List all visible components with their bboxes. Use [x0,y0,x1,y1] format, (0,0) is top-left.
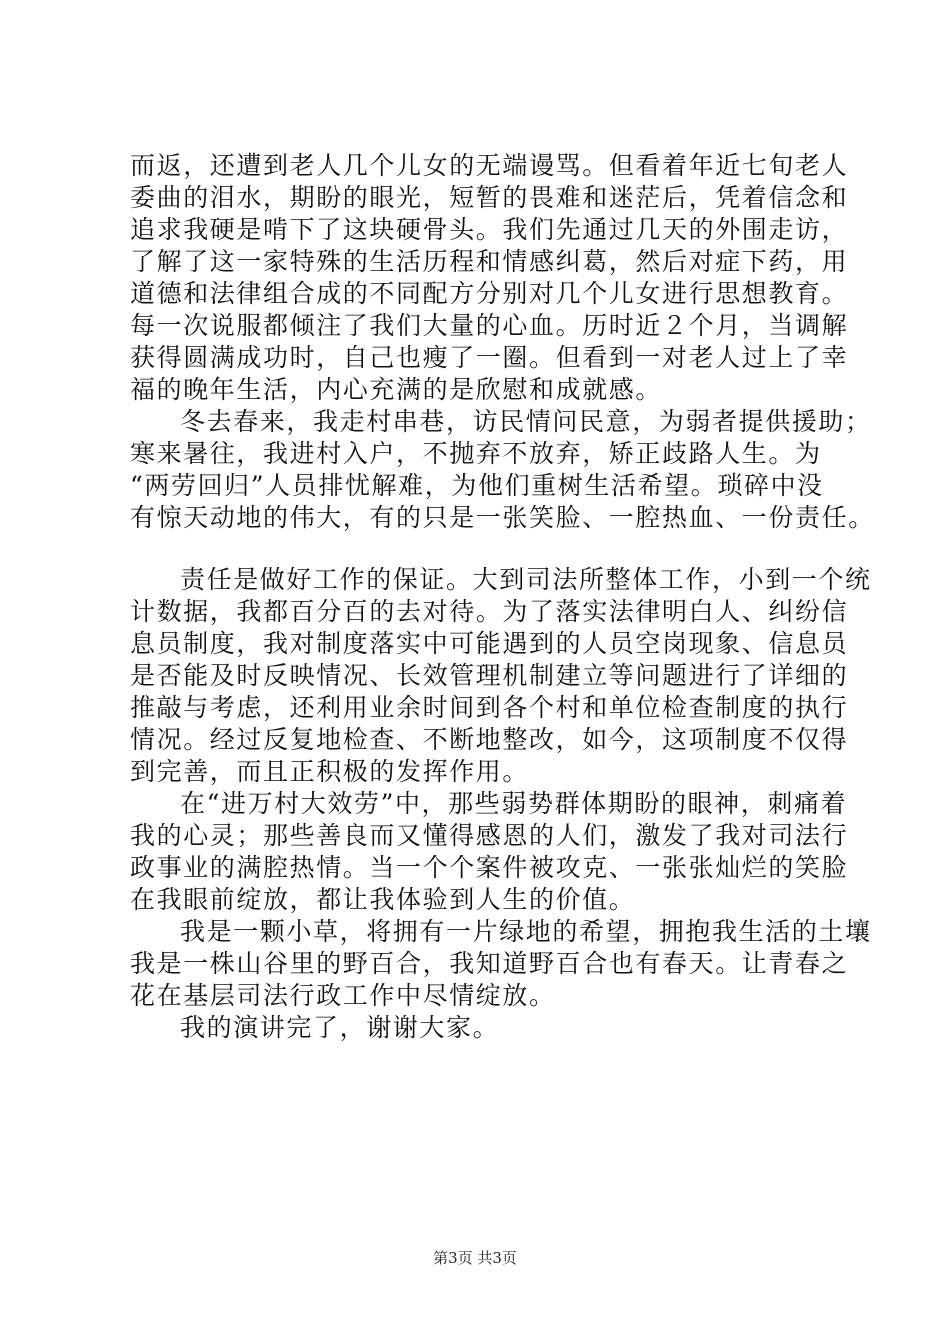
paragraph [130,1012,850,1044]
paragraph [130,150,850,406]
text-line: 而返，还遭到老人几个儿女的无端谩骂。但看着年近七旬老人 [130,151,849,180]
text-line: 我是一株山谷里的野百合，我知道野百合也有春天。让青春之 [130,949,849,978]
text-line: 推敲与考虑，还利用业余时间到各个村和单位检查制度的执行 [130,693,849,722]
text-line: 是否能及时反映情况、长效管理机制建立等问题进行了详细的 [130,661,849,690]
text-line: 有惊天动地的伟大，有的只是一张笑脸、一腔热血、一份责任。 [130,503,875,532]
text-line: 责任是做好工作的保证。大到司法所整体工作，小到一个统 [180,565,872,594]
page-footer: 第3页 共3页 [433,1249,517,1267]
paragraph [130,564,872,788]
text-line: 我的演讲完了，谢谢大家。 [180,1013,500,1042]
text-line: 花在基层司法行政工作中尽情绽放。 [130,981,556,1010]
text-line: 情况。经过反复地检查、不断地整改，如今，这项制度不仅得 [130,725,849,754]
text-line: 道德和法律组合成的不同配方分别对几个儿女进行思想教育。 [130,279,849,308]
text-line: 我是一颗小草，将拥有一片绿地的希望，拥抱我生活的土壤 [180,917,872,946]
text-line: 追求我硬是啃下了这块硬骨头。我们先通过几天的外围走访， [130,215,849,244]
text-line: 在“进万村大效劳”中，那些弱势群体期盼的眼神，刺痛着 [180,789,848,818]
text-line: 冬去春来，我走村串巷，访民情问民意，为弱者提供援助； [180,407,872,436]
text-line: 了解了这一家特殊的生活历程和情感纠葛，然后对症下药，用 [130,247,849,276]
text-line: 息员制度，我对制度落实中可能遇到的人员空岗现象、信息员 [130,629,849,658]
text-line: 福的晚年生活，内心充满的是欣慰和成就感。 [130,375,663,404]
text-line: 每一次说服都倾注了我们大量的心血。历时近２个月，当调解 [130,311,849,340]
text-line: 在我眼前绽放，都让我体验到人生的价值。 [130,885,636,914]
paragraph [130,788,850,916]
paragraph [130,406,875,534]
text-line: 获得圆满成功时，自己也瘦了一圈。但看到一对老人过上了幸 [130,343,849,372]
document-body [130,150,875,1044]
paragraph-gap [130,534,850,564]
text-line: 委曲的泪水，期盼的眼光，短暂的畏难和迷茫后，凭着信念和 [130,183,849,212]
text-line: 寒来暑往，我进村入户，不抛弃不放弃，矫正歧路人生。为 [130,439,822,468]
text-line: 到完善，而且正积极的发挥作用。 [130,757,530,786]
text-line: 我的心灵；那些善良而又懂得感恩的人们，激发了我对司法行 [130,821,849,850]
text-line: 政事业的满腔热情。当一个个案件被攻克、一张张灿烂的笑脸 [130,853,849,882]
text-line: 计数据，我都百分百的去对待。为了落实法律明白人、纠纷信 [130,597,849,626]
paragraph [130,916,872,1012]
text-line: “两劳回归”人员排忧解难，为他们重树生活希望。琐碎中没 [130,471,824,500]
